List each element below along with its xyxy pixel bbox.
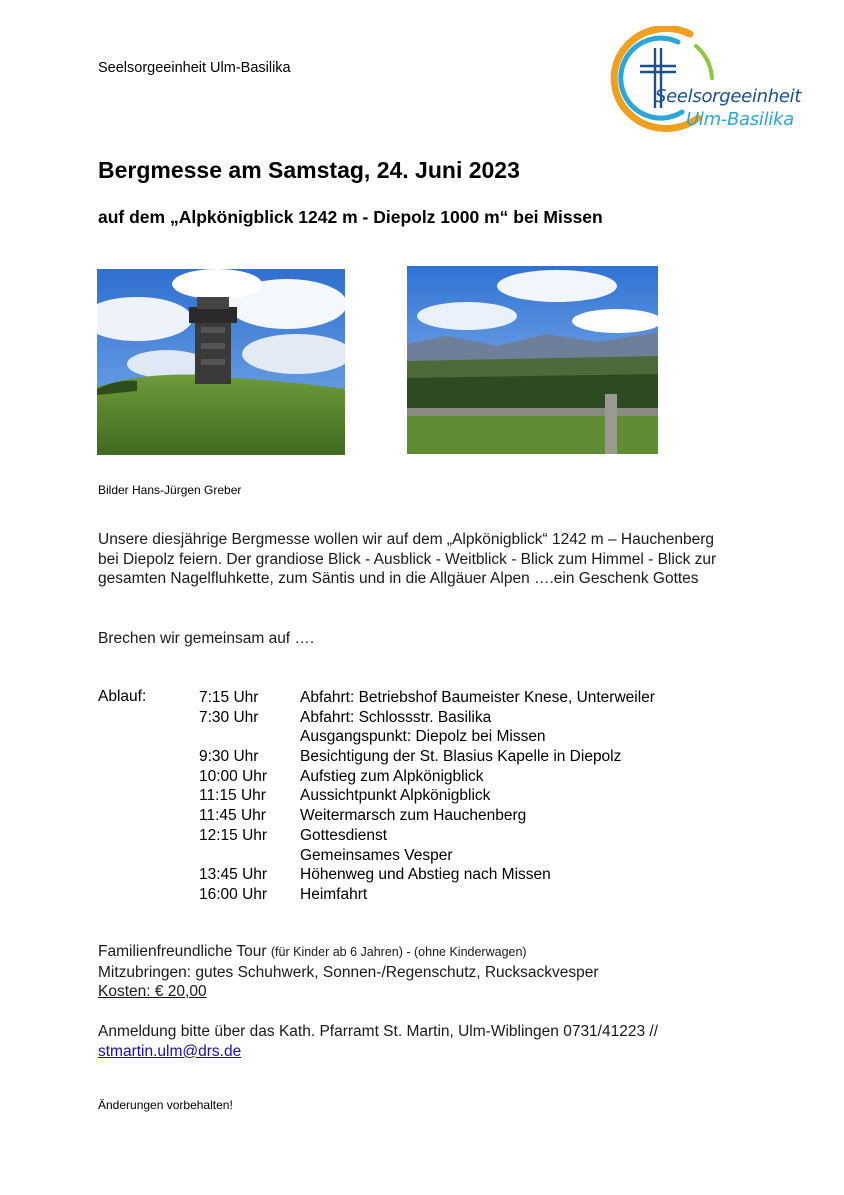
tour-line xyxy=(98,942,599,963)
schedule-time: 9:30 Uhr xyxy=(199,748,259,766)
breakout-line: Brechen wir gemeinsam auf …. xyxy=(98,630,315,647)
tower-photo xyxy=(97,269,345,455)
bring-line: Mitzubringen: gutes Schuhwerk, Sonnen-/Regenschutz, Rucksackvesper xyxy=(98,963,599,981)
page-subtitle: auf dem „Alpkönigblick 1242 m - Diepolz 1000 m“ bei Missen xyxy=(98,207,603,227)
schedule-row xyxy=(199,708,655,728)
tour-info xyxy=(98,942,599,1002)
schedule-activity: Abfahrt: Schlossstr. Basilika xyxy=(300,708,492,726)
schedule-activity: Gemeinsames Vesper xyxy=(300,846,453,864)
schedule-row xyxy=(199,786,655,806)
schedule-activity: Aufstieg zum Alpkönigblick xyxy=(300,767,484,785)
org-name: Seelsorgeeinheit Ulm-Basilika xyxy=(98,60,291,76)
schedule-time: 13:45 Uhr xyxy=(199,866,268,884)
schedule-row xyxy=(199,846,655,866)
schedule-time: 10:00 Uhr xyxy=(199,767,268,785)
schedule-time: 7:30 Uhr xyxy=(199,708,259,726)
schedule-activity: Heimfahrt xyxy=(300,885,368,903)
schedule-row xyxy=(199,767,655,787)
footer-note: Änderungen vorbehalten! xyxy=(98,1098,233,1112)
schedule-time: 11:15 Uhr xyxy=(199,787,266,805)
schedule-time: 16:00 Uhr xyxy=(199,885,268,903)
schedule-row xyxy=(199,865,655,885)
schedule-time xyxy=(199,727,300,747)
tour-label: Familienfreundliche Tour xyxy=(98,943,267,960)
schedule-time: 11:45 Uhr xyxy=(199,807,266,825)
schedule-activity: Besichtigung der St. Blasius Kapelle in Diepolz xyxy=(300,748,622,766)
schedule-label: Ablauf: xyxy=(98,688,147,705)
email-link[interactable]: stmartin.ulm@drs.de xyxy=(98,1042,242,1060)
schedule-time: 12:15 Uhr xyxy=(199,826,268,844)
schedule-activity: Ausgangspunkt: Diepolz bei Missen xyxy=(300,728,546,746)
schedule-activity: Gottesdienst xyxy=(300,826,388,844)
schedule-row xyxy=(199,688,655,708)
schedule-activity: Höhenweg und Abstieg nach Missen xyxy=(300,866,551,884)
signup-block xyxy=(98,1022,658,1061)
schedule-row xyxy=(199,747,655,767)
logo-text-line2: Ulm-Basilika xyxy=(686,109,794,130)
schedule-activity: Abfahrt: Betriebshof Baumeister Knese, Unterweiler xyxy=(300,689,655,706)
photo-credit: Bilder Hans-Jürgen Greber xyxy=(98,483,242,497)
schedule-activity: Aussichtpunkt Alpkönigblick xyxy=(300,787,491,805)
schedule-row xyxy=(199,727,655,747)
schedule-row xyxy=(199,826,655,846)
parish-logo xyxy=(600,26,810,136)
schedule-time: 7:15 Uhr xyxy=(199,689,259,706)
schedule-list xyxy=(199,688,655,905)
schedule-row xyxy=(199,885,655,905)
schedule-row xyxy=(199,806,655,826)
page-title: Bergmesse am Samstag, 24. Juni 2023 xyxy=(98,157,520,183)
panorama-photo xyxy=(407,266,658,454)
logo-text-line1: Seelsorgeeinheit xyxy=(655,86,802,107)
signup-text: Anmeldung bitte über das Kath. Pfarramt St. Martin, Ulm-Wiblingen 0731/41223 // xyxy=(98,1023,659,1040)
schedule-activity: Weitermarsch zum Hauchenberg xyxy=(300,807,527,825)
cost-line: Kosten: € 20,00 xyxy=(98,983,207,1001)
schedule-time xyxy=(199,846,300,866)
intro-paragraph: Unsere diesjährige Bergmesse wollen wir auf dem „Alpkönigblick“ 1242 m – Hauchenberg bei Diepolz feiern. Der grandiose Blick - Ausblick - Weitblick - Blick zum Himmel - Blick zur gesamten Nagelfluhkette, zum Säntis und in die Allgäuer Alpen ….ein Geschenk Gottes xyxy=(98,531,717,588)
tour-note: (für Kinder ab 6 Jahren) - (ohne Kinderwagen) xyxy=(270,945,527,959)
